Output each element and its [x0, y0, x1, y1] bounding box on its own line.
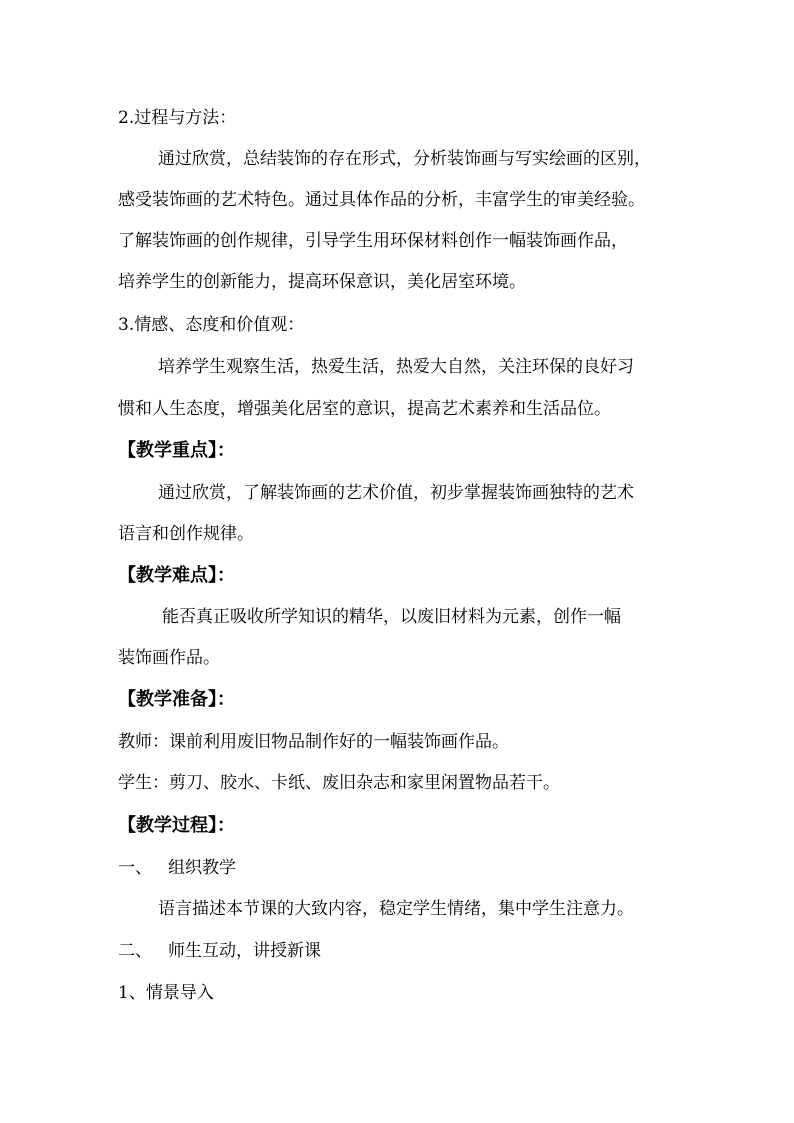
item-text: 师生互动，讲授新课 — [168, 941, 321, 961]
heading-preparation: 【教学准备】： — [118, 689, 235, 710]
paragraph-line: 惯和人生态度，增强美化居室的意识，提高艺术素养和生活品位。 — [118, 399, 611, 419]
heading-process: 【教学过程】： — [118, 815, 235, 836]
paragraph-line: 装饰画作品。 — [118, 648, 220, 668]
paragraph-line: 感受装饰画的艺术特色。通过具体作品的分析，丰富学生的审美经验。 — [118, 190, 645, 210]
paragraph-line: 能否真正吸收所学知识的精华，以废旧材料为元素，创作一幅 — [162, 607, 621, 627]
paragraph-line: 通过欣赏，了解装饰画的艺术价值，初步掌握装饰画独特的艺术 — [158, 483, 634, 503]
paragraph-line: 培养学生观察生活，热爱生活，热爱大自然，关注环保的良好习 — [158, 357, 634, 377]
item-number: 一、 — [118, 858, 152, 878]
preparation-teacher: 教师：课前利用废旧物品制作好的一幅装饰画作品。 — [118, 732, 509, 752]
paragraph-line: 语言和创作规律。 — [118, 524, 254, 544]
paragraph-line: 语言描述本节课的大致内容，稳定学生情绪，集中学生注意力。 — [158, 899, 634, 919]
preparation-student: 学生：剪刀、胶水、卡纸、废旧杂志和家里闲置物品若干。 — [118, 773, 560, 793]
sub-item-1: 1、情景导入 — [118, 983, 214, 1003]
paragraph-line: 通过欣赏，总结装饰的存在形式，分析装饰画与写实绘画的区别， — [158, 149, 651, 169]
section-title-emotion: 3.情感、态度和价值观： — [118, 315, 305, 335]
section-title-process-method: 2.过程与方法： — [118, 108, 237, 128]
paragraph-line: 培养学生的创新能力，提高环保意识，美化居室环境。 — [118, 272, 526, 292]
paragraph-line: 了解装饰画的创作规律，引导学生用环保材料创作一幅装饰画作品， — [118, 231, 628, 251]
process-item-1 — [118, 856, 678, 880]
heading-key-points: 【教学重点】： — [118, 440, 235, 461]
item-text: 组织教学 — [168, 858, 236, 878]
item-number: 二、 — [118, 941, 152, 961]
heading-difficult-points: 【教学难点】： — [118, 565, 235, 586]
process-item-2 — [118, 939, 678, 963]
